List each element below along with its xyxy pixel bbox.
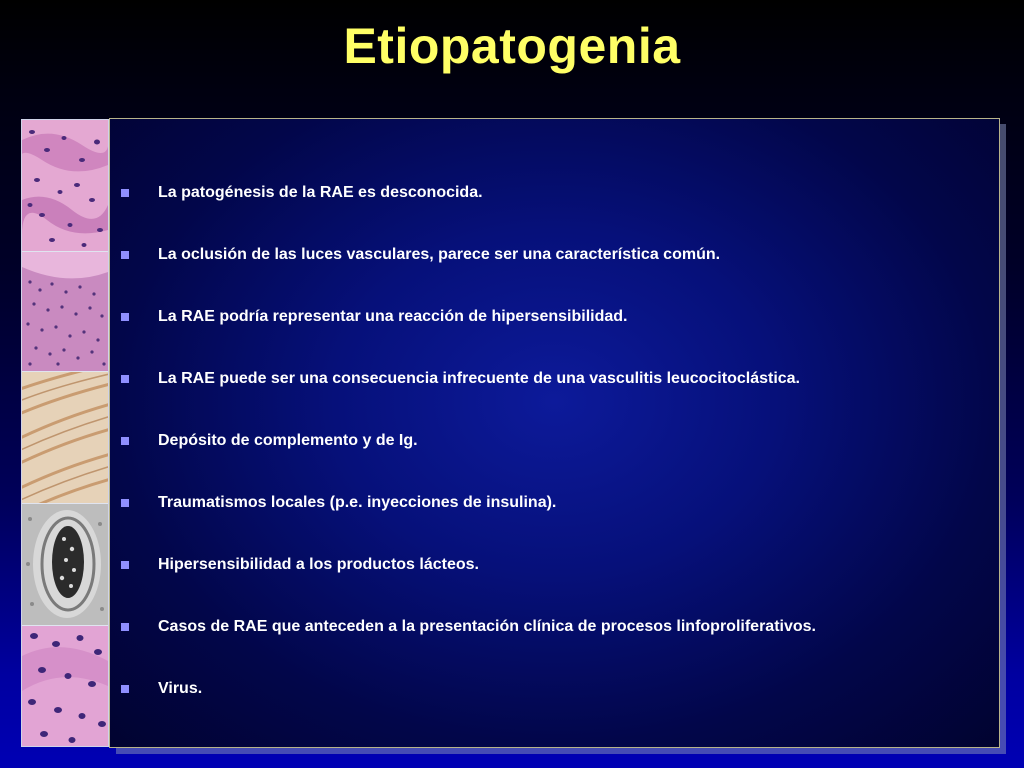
content-panel xyxy=(109,118,1000,748)
bullet-marker-icon xyxy=(121,189,129,197)
bullet-text: Hipersensibilidad a los productos lácteos. xyxy=(158,556,479,573)
bullet-item xyxy=(158,178,483,208)
bullet-text: La patogénesis de la RAE es desconocida. xyxy=(158,184,483,201)
bullet-item xyxy=(158,426,418,456)
bullet-marker-icon xyxy=(121,623,129,631)
bullet-item xyxy=(158,550,479,580)
bullet-marker-icon xyxy=(121,499,129,507)
bullet-text: La RAE podría representar una reacción de hipersensibilidad. xyxy=(158,308,628,325)
bullet-marker-icon xyxy=(121,437,129,445)
bullet-marker-icon xyxy=(121,561,129,569)
slide-title: Etiopatogenia xyxy=(343,18,681,74)
histology-he-stain-3-image xyxy=(22,626,108,747)
bullet-marker-icon xyxy=(121,313,129,321)
histology-image-strip xyxy=(21,119,109,747)
bullet-item xyxy=(158,302,627,332)
bullet-item xyxy=(158,488,556,518)
bullet-text: Depósito de complemento y de Ig. xyxy=(158,432,418,449)
bullet-marker-icon xyxy=(121,685,129,693)
bullet-item xyxy=(158,364,800,394)
bullet-text: Traumatismos locales (p.e. inyecciones de insulina). xyxy=(158,494,557,511)
histology-he-stain-2-image xyxy=(22,252,108,372)
bullet-item xyxy=(158,240,720,270)
bullet-marker-icon xyxy=(121,375,129,383)
bullet-text: La RAE puede ser una consecuencia infrecuente de una vasculitis leucocitoclástica. xyxy=(158,370,800,387)
bullet-marker-icon xyxy=(121,251,129,259)
bullet-text: La oclusión de las luces vasculares, parece ser una característica común. xyxy=(158,246,721,263)
bullet-text: Casos de RAE que anteceden a la presentación clínica de procesos linfoproliferativos. xyxy=(158,618,816,635)
histology-brown-fibers-image xyxy=(22,372,108,504)
histology-grayscale-vessel-image xyxy=(22,504,108,626)
bullet-item xyxy=(158,674,202,704)
bullet-text: Virus. xyxy=(158,680,203,697)
bullet-item xyxy=(158,612,816,642)
histology-he-stain-1-image xyxy=(22,120,108,252)
